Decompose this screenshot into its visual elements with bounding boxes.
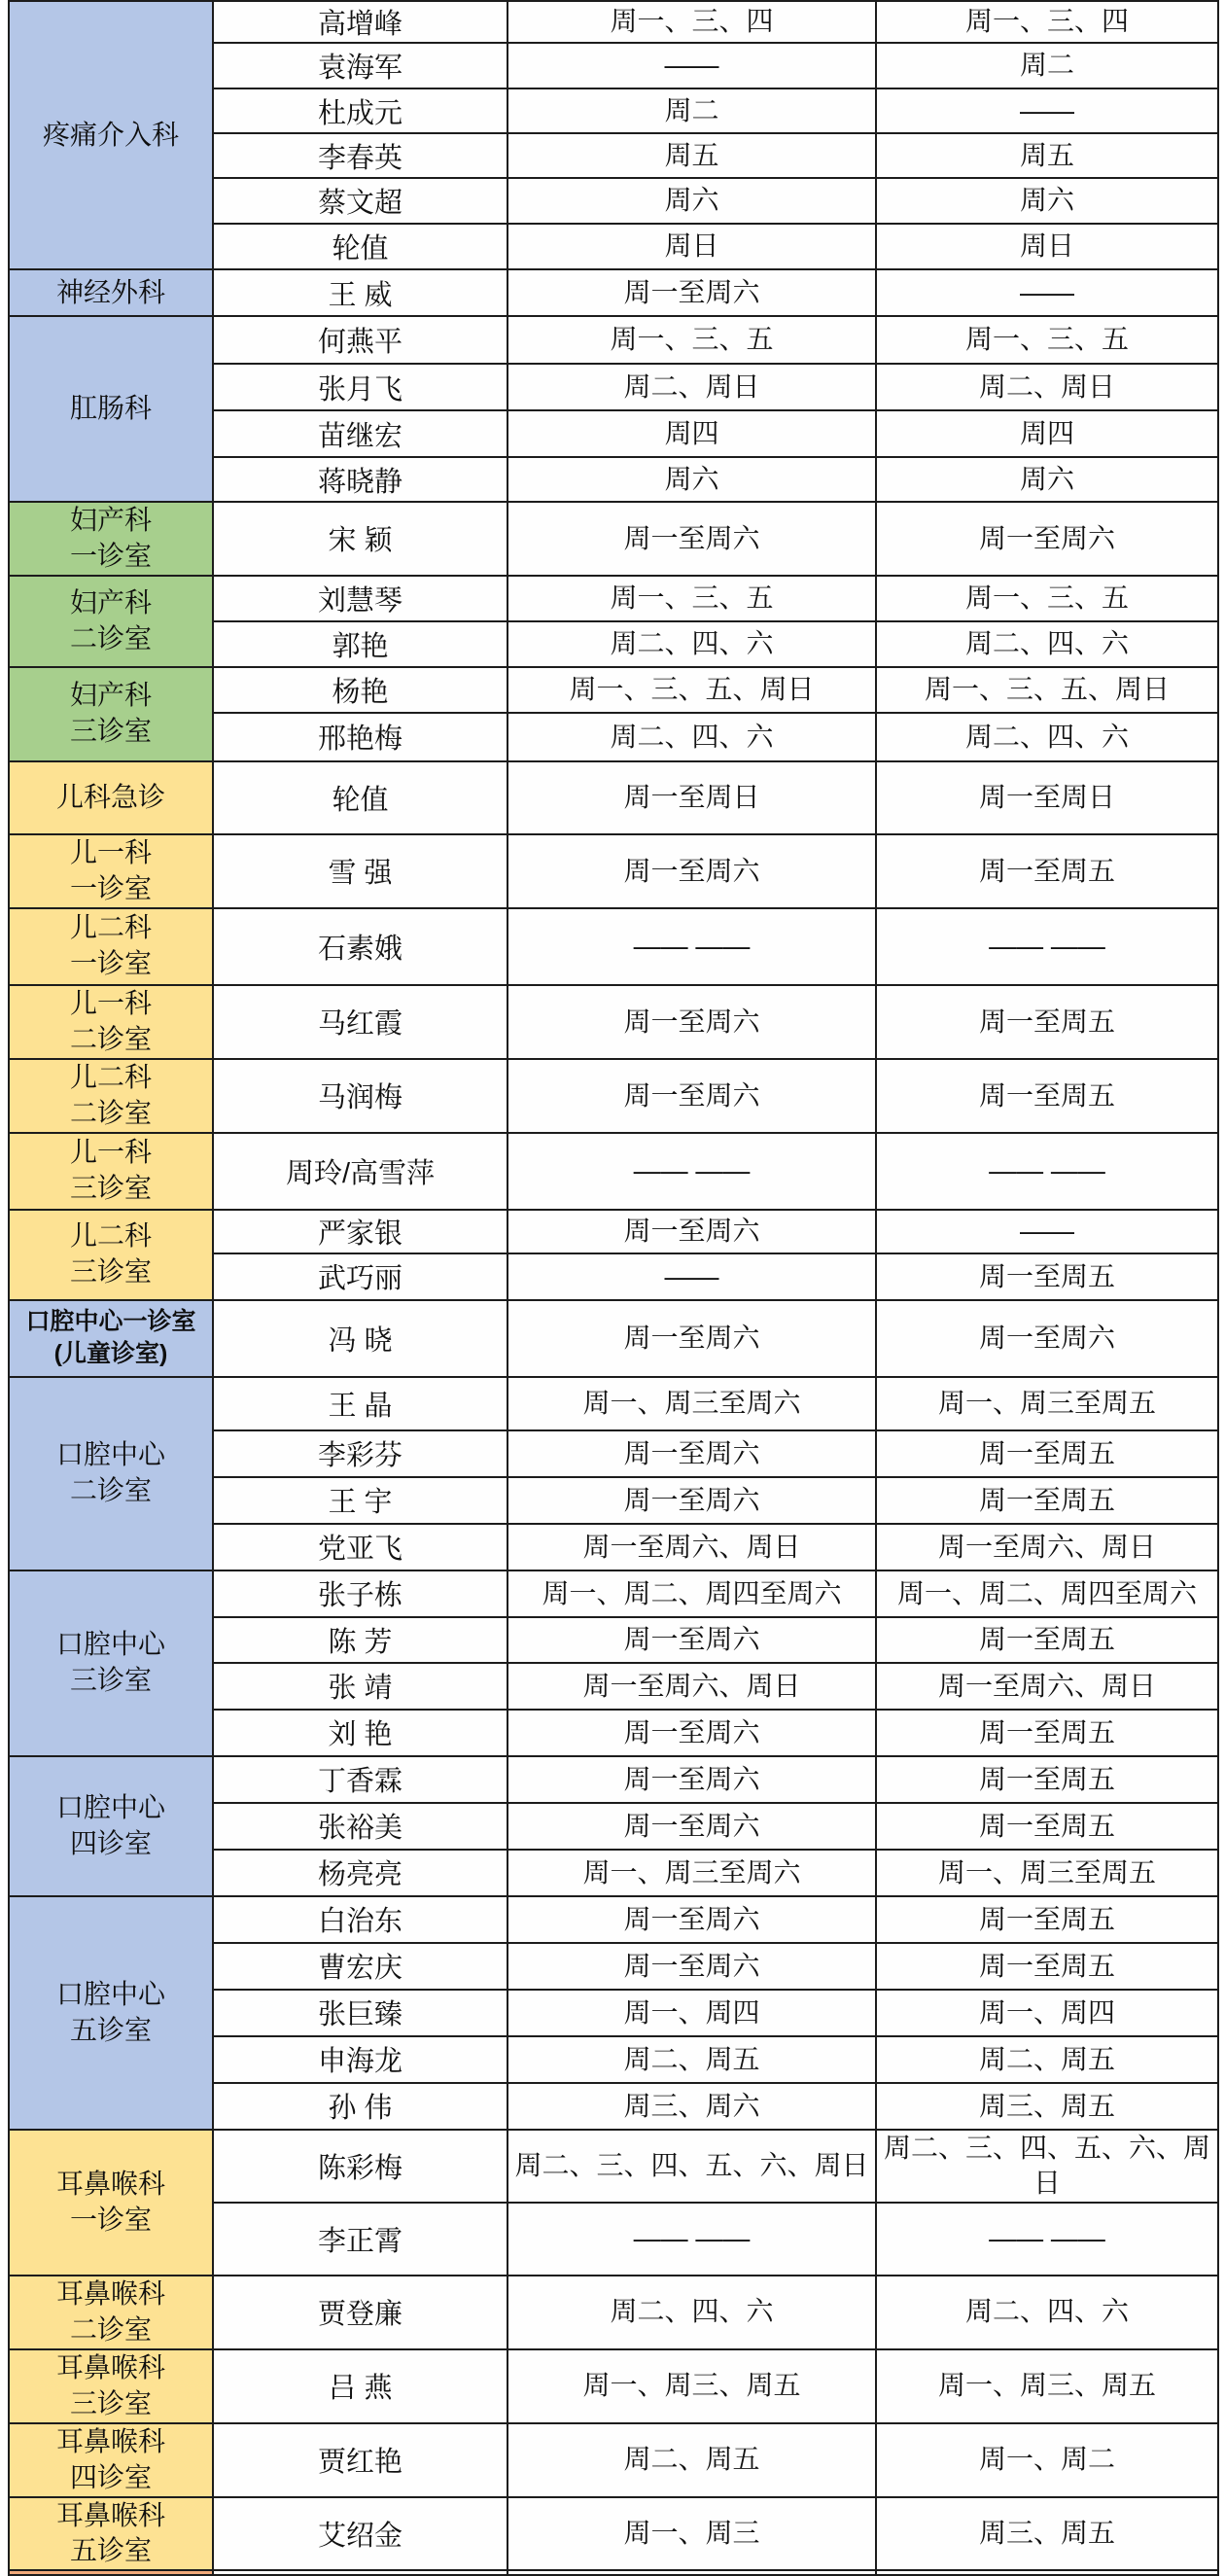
schedule-col2-cell: 周一、三、五 bbox=[876, 316, 1218, 364]
schedule-col2-cell: 周六 bbox=[876, 457, 1218, 502]
doctor-name-cell: 吕 燕 bbox=[213, 2349, 508, 2423]
department-label-line: (儿童诊室) bbox=[53, 1340, 168, 1368]
schedule-col1-cell: 周一至周日 bbox=[508, 761, 876, 834]
schedule-col1-cell: 周二 bbox=[508, 88, 876, 133]
doctor-name-cell: 王 宇 bbox=[213, 1477, 508, 1524]
department-label-line: 口腔中心 bbox=[55, 1978, 165, 2009]
schedule-col2-cell: —— bbox=[876, 88, 1218, 133]
schedule-col1-cell: 周一、三、四 bbox=[508, 1, 876, 43]
department-label-line: 二诊室 bbox=[69, 1097, 152, 1128]
department-label-line: 五诊室 bbox=[69, 2014, 152, 2045]
schedule-col2-cell: 周一至周五 bbox=[876, 1896, 1218, 1943]
table-row bbox=[9, 1570, 1218, 1617]
department-label-line: 儿科急诊 bbox=[55, 781, 165, 812]
doctor-name-cell: 周玲/高雪萍 bbox=[213, 1133, 508, 1210]
doctor-name-cell: 张裕美 bbox=[213, 1803, 508, 1850]
table-row bbox=[9, 2423, 1218, 2497]
department-cell bbox=[9, 269, 213, 316]
department-label-line: 口腔中心 bbox=[55, 1439, 165, 1470]
doctor-name-cell: 李彩芬 bbox=[213, 1430, 508, 1477]
schedule-col1-cell: —— —— bbox=[508, 2203, 876, 2276]
schedule-col1-cell: 周一至周六 bbox=[508, 1943, 876, 1990]
doctor-name-cell: 郭艳 bbox=[213, 621, 508, 667]
doctor-name-cell: 艾绍金 bbox=[213, 2497, 508, 2571]
table-row bbox=[9, 667, 1218, 713]
schedule-col2-cell: 周二、周五 bbox=[876, 2036, 1218, 2083]
doctor-name-cell: 石素娥 bbox=[213, 908, 508, 985]
schedule-col2-cell: 周一、三、四 bbox=[876, 1, 1218, 43]
schedule-col2-cell: 周一至周五 bbox=[876, 1253, 1218, 1300]
department-label-line: 儿一科 bbox=[69, 1137, 152, 1168]
schedule-col1-cell: 周一至周六 bbox=[508, 1300, 876, 1377]
schedule-col1-cell: 周一、周三至周六 bbox=[508, 1377, 876, 1430]
table-row bbox=[9, 2570, 1218, 2575]
doctor-name-cell: 轮值 bbox=[213, 761, 508, 834]
schedule-col1-cell: 周一至周六 bbox=[508, 1896, 876, 1943]
doctor-name-cell: 王 晶 bbox=[213, 1377, 508, 1430]
schedule-col2-cell: 周一至周五 bbox=[876, 1756, 1218, 1803]
schedule-col1-cell: 周一至周六 bbox=[508, 1210, 876, 1253]
department-cell bbox=[9, 576, 213, 667]
schedule-col2-cell: 周四 bbox=[876, 410, 1218, 457]
table-row bbox=[9, 761, 1218, 834]
table-row bbox=[9, 502, 1218, 576]
schedule-col1-cell: —— —— bbox=[508, 908, 876, 985]
schedule-col2-cell bbox=[876, 2570, 1218, 2575]
department-label-line: 二诊室 bbox=[69, 2313, 152, 2345]
doctor-name-cell: 丁香霖 bbox=[213, 1756, 508, 1803]
schedule-col2-cell: 周一、周四 bbox=[876, 1990, 1218, 2036]
schedule-col1-cell: 周一至周六 bbox=[508, 1710, 876, 1756]
table-row bbox=[9, 1059, 1218, 1133]
schedule-col2-cell: 周一、周二、周四至周六 bbox=[876, 1570, 1218, 1617]
schedule-col2-cell: 周三、周五 bbox=[876, 2083, 1218, 2130]
table-row bbox=[9, 2130, 1218, 2203]
doctor-name-cell: 张 靖 bbox=[213, 1663, 508, 1710]
table-row bbox=[9, 576, 1218, 621]
schedule-col1-cell: 周二、四、六 bbox=[508, 621, 876, 667]
schedule-col1-cell: 周二、四、六 bbox=[508, 2276, 876, 2349]
doctor-name-cell: 杨亮亮 bbox=[213, 1850, 508, 1896]
schedule-col1-cell: 周二、三、四、五、六、周日 bbox=[508, 2130, 876, 2203]
schedule-col1-cell: 周一、周二、周四至周六 bbox=[508, 1570, 876, 1617]
schedule-col1-cell: 周日 bbox=[508, 224, 876, 269]
department-label-line: 三诊室 bbox=[69, 1256, 152, 1288]
department-cell bbox=[9, 1756, 213, 1896]
doctor-name-cell: 高增峰 bbox=[213, 1, 508, 43]
schedule-table bbox=[8, 0, 1219, 2576]
schedule-col2-cell: 周一至周六 bbox=[876, 1300, 1218, 1377]
schedule-col1-cell: 周一至周六 bbox=[508, 502, 876, 576]
schedule-col2-cell: 周二、四、六 bbox=[876, 713, 1218, 761]
schedule-col1-cell: 周二、四、六 bbox=[508, 713, 876, 761]
schedule-col1-cell: —— bbox=[508, 43, 876, 88]
table-row bbox=[9, 1133, 1218, 1210]
doctor-name-cell: 王 威 bbox=[213, 269, 508, 316]
doctor-name-cell: 刘 艳 bbox=[213, 1710, 508, 1756]
department-label-line: 四诊室 bbox=[69, 1827, 152, 1858]
schedule-col2-cell: 周一至周五 bbox=[876, 834, 1218, 908]
schedule-col1-cell: 周一、三、五 bbox=[508, 576, 876, 621]
schedule-col2-cell: 周二、三、四、五、六、周日 bbox=[876, 2130, 1218, 2203]
department-cell bbox=[9, 1377, 213, 1570]
department-label-line: 肛肠科 bbox=[69, 393, 152, 424]
schedule-col1-cell: 周二、周日 bbox=[508, 364, 876, 410]
schedule-col2-cell: 周日 bbox=[876, 224, 1218, 269]
schedule-col2-cell: 周一至周六、周日 bbox=[876, 1524, 1218, 1570]
department-cell bbox=[9, 908, 213, 985]
department-label-line: 口腔中心一诊室 bbox=[25, 1307, 196, 1335]
doctor-name-cell: 何燕平 bbox=[213, 316, 508, 364]
schedule-col1-cell: 周一至周六 bbox=[508, 269, 876, 316]
table-row bbox=[9, 2497, 1218, 2571]
schedule-col2-cell: 周一、三、五 bbox=[876, 576, 1218, 621]
doctor-name-cell: 张月飞 bbox=[213, 364, 508, 410]
department-cell bbox=[9, 2497, 213, 2571]
department-label-line: 耳鼻喉科 bbox=[55, 2351, 165, 2382]
schedule-col2-cell: 周一、周三、周五 bbox=[876, 2349, 1218, 2423]
department-label-line: 二诊室 bbox=[69, 1475, 152, 1506]
doctor-name-cell: 邢艳梅 bbox=[213, 713, 508, 761]
department-label-line: 一诊室 bbox=[69, 540, 152, 571]
department-label-line: 耳鼻喉科 bbox=[55, 2425, 165, 2456]
doctor-name-cell: 白治东 bbox=[213, 1896, 508, 1943]
schedule-col1-cell: 周一至周六 bbox=[508, 985, 876, 1059]
doctor-name-cell: 陈彩梅 bbox=[213, 2130, 508, 2203]
schedule-col1-cell: 周一至周六 bbox=[508, 1756, 876, 1803]
schedule-col2-cell: 周三、周五 bbox=[876, 2497, 1218, 2571]
schedule-col1-cell: 周五 bbox=[508, 133, 876, 178]
schedule-col2-cell: 周五 bbox=[876, 133, 1218, 178]
department-label-line: 口腔中心 bbox=[55, 1629, 165, 1660]
department-label-line: 儿二科 bbox=[69, 1220, 152, 1252]
schedule-col1-cell: 周一至周六 bbox=[508, 1059, 876, 1133]
department-label-line: 一诊室 bbox=[69, 872, 152, 903]
schedule-col2-cell: 周二、四、六 bbox=[876, 621, 1218, 667]
doctor-name-cell: 蒋晓静 bbox=[213, 457, 508, 502]
schedule-col2-cell: —— —— bbox=[876, 1133, 1218, 1210]
schedule-col1-cell: 周一至周六 bbox=[508, 834, 876, 908]
department-label-line: 疼痛介入科 bbox=[42, 119, 179, 150]
doctor-name-cell: 蔡文超 bbox=[213, 178, 508, 224]
schedule-col2-cell: 周一、三、五、周日 bbox=[876, 667, 1218, 713]
department-label-line: 妇产科 bbox=[69, 505, 152, 535]
doctor-name-cell: 马红霞 bbox=[213, 985, 508, 1059]
table-row bbox=[9, 1, 1218, 43]
schedule-col2-cell: 周一至周六、周日 bbox=[876, 1663, 1218, 1710]
schedule-col1-cell: 周一至周六、周日 bbox=[508, 1524, 876, 1570]
doctor-name-cell: 苗继宏 bbox=[213, 410, 508, 457]
schedule-col2-cell: 周一至周六 bbox=[876, 502, 1218, 576]
schedule-col2-cell: 周一至周五 bbox=[876, 1059, 1218, 1133]
doctor-name-cell: 党亚飞 bbox=[213, 1524, 508, 1570]
department-label-line: 儿一科 bbox=[69, 836, 152, 867]
schedule-col1-cell: 周一、周三 bbox=[508, 2497, 876, 2571]
department-cell bbox=[9, 1896, 213, 2130]
doctor-name-cell: 杜成元 bbox=[213, 88, 508, 133]
doctor-name-cell: 袁海军 bbox=[213, 43, 508, 88]
schedule-col1-cell: —— —— bbox=[508, 1133, 876, 1210]
department-cell bbox=[9, 1570, 213, 1756]
doctor-name-cell bbox=[213, 2570, 508, 2575]
table-row bbox=[9, 2349, 1218, 2423]
department-label-line: 妇产科 bbox=[69, 680, 152, 711]
department-label-line: 三诊室 bbox=[69, 716, 152, 747]
schedule-col2-cell: —— —— bbox=[876, 2203, 1218, 2276]
department-cell bbox=[9, 2130, 213, 2276]
table-row bbox=[9, 834, 1218, 908]
doctor-name-cell: 曹宏庆 bbox=[213, 1943, 508, 1990]
schedule-col1-cell: 周一至周六 bbox=[508, 1430, 876, 1477]
doctor-name-cell: 申海龙 bbox=[213, 2036, 508, 2083]
schedule-col1-cell: 周一、周三、周五 bbox=[508, 2349, 876, 2423]
schedule-col2-cell: 周一至周五 bbox=[876, 1943, 1218, 1990]
department-label-line: 一诊室 bbox=[69, 2204, 152, 2235]
schedule-col1-cell: 周四 bbox=[508, 410, 876, 457]
doctor-name-cell: 武巧丽 bbox=[213, 1253, 508, 1300]
department-cell bbox=[9, 1, 213, 269]
schedule-col1-cell: 周二、周五 bbox=[508, 2036, 876, 2083]
schedule-col2-cell: 周一至周五 bbox=[876, 985, 1218, 1059]
schedule-col2-cell: 周一至周五 bbox=[876, 1710, 1218, 1756]
department-label-line: 儿一科 bbox=[69, 987, 152, 1018]
schedule-col2-cell: 周二、周日 bbox=[876, 364, 1218, 410]
department-cell bbox=[9, 2349, 213, 2423]
schedule-col2-cell: 周一至周五 bbox=[876, 1477, 1218, 1524]
schedule-col1-cell: 周一、三、五、周日 bbox=[508, 667, 876, 713]
schedule-col2-cell: 周一、周三至周五 bbox=[876, 1850, 1218, 1896]
schedule-col2-cell: 周一、周二 bbox=[876, 2423, 1218, 2497]
table-row bbox=[9, 1210, 1218, 1253]
table-row bbox=[9, 269, 1218, 316]
doctor-name-cell: 孙 伟 bbox=[213, 2083, 508, 2130]
schedule-col1-cell: 周一至周六、周日 bbox=[508, 1663, 876, 1710]
schedule-col2-cell: 周二 bbox=[876, 43, 1218, 88]
table-row bbox=[9, 985, 1218, 1059]
department-label-line: 二诊室 bbox=[69, 622, 152, 653]
department-cell bbox=[9, 316, 213, 502]
doctor-name-cell: 马润梅 bbox=[213, 1059, 508, 1133]
schedule-col2-cell: —— —— bbox=[876, 908, 1218, 985]
schedule-col1-cell: 周一、周三至周六 bbox=[508, 1850, 876, 1896]
department-label-line: 耳鼻喉科 bbox=[55, 2277, 165, 2309]
schedule-col1-cell: 周一至周六 bbox=[508, 1617, 876, 1663]
department-cell bbox=[9, 2423, 213, 2497]
department-label-line: 耳鼻喉科 bbox=[55, 2499, 165, 2530]
doctor-name-cell: 张巨臻 bbox=[213, 1990, 508, 2036]
doctor-name-cell: 贾红艳 bbox=[213, 2423, 508, 2497]
department-cell bbox=[9, 761, 213, 834]
department-label-line: 五诊室 bbox=[69, 2535, 152, 2566]
doctor-name-cell: 冯 晓 bbox=[213, 1300, 508, 1377]
department-label-line: 三诊室 bbox=[69, 2387, 152, 2418]
department-cell bbox=[9, 834, 213, 908]
schedule-col2-cell: 周一至周日 bbox=[876, 761, 1218, 834]
doctor-name-cell: 贾登廉 bbox=[213, 2276, 508, 2349]
schedule-col1-cell: 周三、周六 bbox=[508, 2083, 876, 2130]
doctor-name-cell: 宋 颖 bbox=[213, 502, 508, 576]
schedule-col1-cell: 周一至周六 bbox=[508, 1477, 876, 1524]
department-label-line: 耳鼻喉科 bbox=[55, 2168, 165, 2199]
doctor-name-cell: 严家银 bbox=[213, 1210, 508, 1253]
doctor-name-cell: 陈 芳 bbox=[213, 1617, 508, 1663]
schedule-col1-cell: 周六 bbox=[508, 178, 876, 224]
schedule-col1-cell: 周一至周六 bbox=[508, 1803, 876, 1850]
department-cell bbox=[9, 1059, 213, 1133]
doctor-name-cell: 李春英 bbox=[213, 133, 508, 178]
department-label-line: 四诊室 bbox=[69, 2461, 152, 2492]
table-row bbox=[9, 316, 1218, 364]
schedule-col1-cell: —— bbox=[508, 1253, 876, 1300]
schedule-col2-cell: 周一至周五 bbox=[876, 1430, 1218, 1477]
department-label-line: 一诊室 bbox=[69, 948, 152, 979]
department-cell bbox=[9, 1133, 213, 1210]
department-cell bbox=[9, 502, 213, 576]
schedule-col1-cell bbox=[508, 2570, 876, 2575]
doctor-name-cell: 轮值 bbox=[213, 224, 508, 269]
schedule-col2-cell: 周一至周五 bbox=[876, 1617, 1218, 1663]
department-label-line: 妇产科 bbox=[69, 586, 152, 618]
table-row bbox=[9, 1377, 1218, 1430]
doctor-name-cell: 刘慧琴 bbox=[213, 576, 508, 621]
department-label-line: 口腔中心 bbox=[55, 1791, 165, 1822]
schedule-col1-cell: 周六 bbox=[508, 457, 876, 502]
doctor-name-cell: 张子栋 bbox=[213, 1570, 508, 1617]
department-cell bbox=[9, 2276, 213, 2349]
schedule-col2-cell: —— bbox=[876, 1210, 1218, 1253]
department-cell bbox=[9, 985, 213, 1059]
department-cell bbox=[9, 1210, 213, 1300]
schedule-col2-cell: —— bbox=[876, 269, 1218, 316]
schedule-col1-cell: 周一、三、五 bbox=[508, 316, 876, 364]
schedule-col2-cell: 周六 bbox=[876, 178, 1218, 224]
schedule-col1-cell: 周一、周四 bbox=[508, 1990, 876, 2036]
schedule-col2-cell: 周一、周三至周五 bbox=[876, 1377, 1218, 1430]
doctor-name-cell: 杨艳 bbox=[213, 667, 508, 713]
department-label-line: 儿二科 bbox=[69, 1061, 152, 1092]
schedule-col2-cell: 周一至周五 bbox=[876, 1803, 1218, 1850]
table-row bbox=[9, 2276, 1218, 2349]
department-label-line: 儿二科 bbox=[69, 912, 152, 943]
table-row bbox=[9, 1300, 1218, 1377]
department-cell bbox=[9, 2570, 213, 2575]
table-row bbox=[9, 908, 1218, 985]
schedule-col2-cell: 周二、四、六 bbox=[876, 2276, 1218, 2349]
doctor-name-cell: 雪 强 bbox=[213, 834, 508, 908]
table-row bbox=[9, 1896, 1218, 1943]
department-label-line: 三诊室 bbox=[69, 1665, 152, 1696]
department-label-line: 二诊室 bbox=[69, 1023, 152, 1054]
doctor-name-cell: 李正霄 bbox=[213, 2203, 508, 2276]
department-label-line: 三诊室 bbox=[69, 1173, 152, 1204]
schedule-col1-cell: 周二、周五 bbox=[508, 2423, 876, 2497]
department-cell bbox=[9, 667, 213, 761]
table-row bbox=[9, 1756, 1218, 1803]
department-label-line: 神经外科 bbox=[55, 276, 165, 307]
department-cell bbox=[9, 1300, 213, 1377]
